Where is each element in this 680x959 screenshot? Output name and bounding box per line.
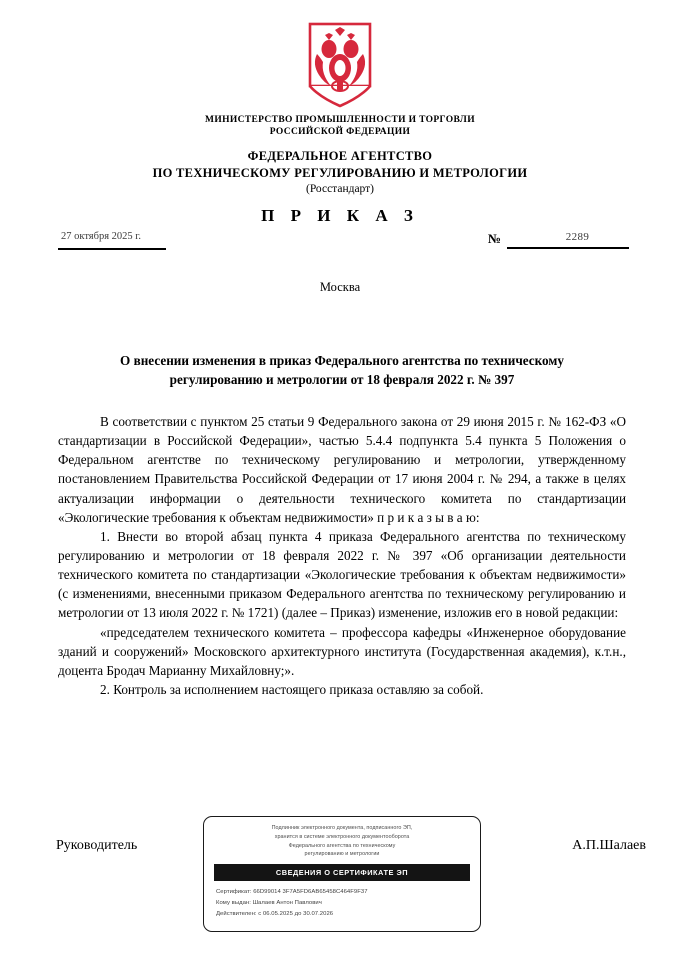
number-column: [507, 231, 648, 249]
ministry-line-2: РОССИЙСКОЙ ФЕДЕРАЦИИ: [269, 127, 411, 138]
stamp-certificate-validity: Действителен: с 06.05.2025 до 30.07.2026: [216, 910, 334, 917]
ministry-header: [0, 114, 680, 138]
agency-line-2: ПО ТЕХНИЧЕСКОМУ РЕГУЛИРОВАНИЮ И МЕТРОЛОГИИ: [152, 165, 528, 180]
document-title: О внесении изменения в приказ Федерального агентства по техническому регулированию и метрологии от 18 февраля 2022 г. № 397: [120, 353, 564, 387]
number-sign: №: [488, 231, 502, 246]
date-rule: [58, 248, 166, 250]
date-block: [58, 231, 238, 250]
agency-short-name: (Росстандарт): [305, 183, 375, 195]
body-paragraph-1: В соответствии с пунктом 25 статьи 9 Федерального закона от 29 июня 2015 г. № 162-ФЗ «О стандартизации в Российской Федерации», частью 5.4.4 подпункта 5.4 пункта 5 Положения о Федеральном агентстве по техническому регулированию и метрологии, утвержденному постановлением Правительства Российской Федерации от 17 июня 2004 г. № 294, а также в целях актуализации информации о деятельности технического комитета по стандартизации «Экологические требования к объектам недвижимости» п р и к а з ы в а ю:: [58, 414, 626, 525]
coat-of-arms-icon: [307, 22, 373, 108]
signature-role: Руководитель: [56, 838, 138, 853]
stamp-certificate-bar: СВЕДЕНИЯ О СЕРТИФИКАТЕ ЭП: [214, 864, 470, 881]
electronic-signature-stamp: [203, 816, 481, 932]
document-body: [58, 412, 626, 699]
number-rule: [507, 247, 629, 249]
stamp-certificate-details: [212, 887, 472, 920]
ministry-line-1: МИНИСТЕРСТВО ПРОМЫШЛЕННОСТИ И ТОРГОВЛИ: [205, 115, 475, 125]
document-number: 2289: [565, 231, 590, 243]
agency-header: [0, 148, 680, 181]
emblem-container: [0, 22, 680, 108]
stamp-certificate-owner: Кому выдан: Шалаев Антон Павлович: [216, 899, 322, 906]
city-label: Москва: [319, 280, 361, 294]
stamp-certificate-serial: Сертификат: 66D99014 3F7A5FD6AB65458C464F9F37: [216, 889, 368, 895]
body-paragraph-2: 1. Внести во второй абзац пункта 4 приказа Федерального агентства по техническому регулированию и метрологии от 18 февраля 2022 г. № 397 «Об организации деятельности технического комитета по стандартизации «Экологические требования к объектам недвижимости» (с изменениями, внесенными приказом Федерального агентства по техническому регулированию и метрологии от 13 июля 2022 г. № 1721) (далее – Приказ) изменение, изложив его в новой редакции:: [58, 528, 626, 621]
body-paragraph-4: 2. Контроль за исполнением настоящего приказа оставляю за собой.: [100, 681, 484, 697]
body-paragraph-3: «председателем технического комитета – профессора кафедры «Инженерное оборудование зданий и сооружений» Московского архитектурного института (Государственная академия), к.т.н., доцента Бродач Марианну Михайловну;».: [58, 624, 626, 678]
number-block: [488, 231, 648, 249]
document-kind-heading: П Р И К А З: [261, 206, 419, 225]
agency-line-1: ФЕДЕРАЛЬНОЕ АГЕНТСТВО: [247, 149, 433, 163]
stamp-note-line-3: Федерального агентства по техническому: [288, 842, 396, 849]
signature-name: А.П.Шалаев: [572, 838, 646, 853]
document-date: 27 октября 2025 г.: [61, 231, 142, 242]
stamp-note: [212, 824, 472, 859]
stamp-note-line-2: хранится в системе электронного документооборота: [274, 833, 410, 840]
stamp-note-line-1: Подлинник электронного документа, подписанного ЭП,: [271, 825, 413, 831]
stamp-note-line-4: регулированию и метрологии: [304, 851, 380, 858]
